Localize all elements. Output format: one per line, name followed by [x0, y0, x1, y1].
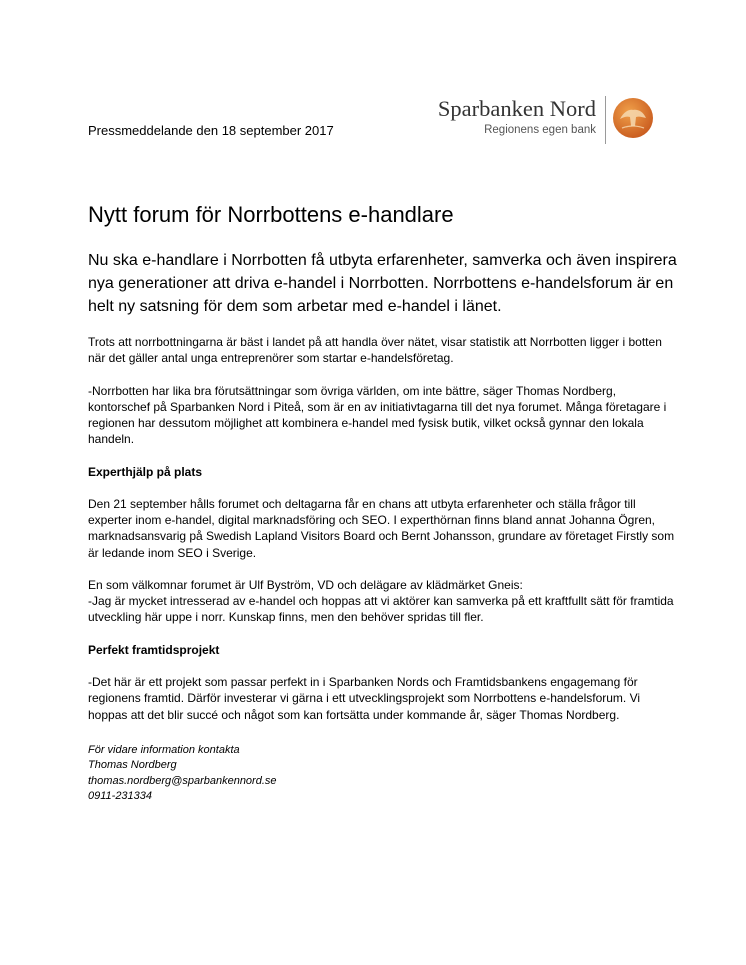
tree-emblem-icon — [612, 97, 654, 139]
contact-phone: 0911-231334 — [88, 790, 153, 803]
quote-text: -Jag är mycket intresserad av e-handel och hoppas att vi aktörer kan samverka på ett kraftfullt sätt för framtida utveckling här uppe i norr. Kunskap finns, men den behöver spridas till fler. — [88, 594, 674, 625]
contact-name: Thomas Nordberg — [88, 759, 177, 772]
section-heading: Perfekt framtidsprojekt — [88, 642, 220, 657]
body-paragraph-quote — [88, 577, 678, 626]
logo-name: Sparbanken Nord — [437, 96, 596, 121]
quote-intro: En som välkomnar forumet är Ulf Byström, VD och delägare av klädmärket Gneis: — [88, 577, 523, 592]
lead-paragraph: Nu ska e-handlare i Norrbotten få utbyta erfarenheter, samverka och även inspirera nya generationer att driva e-handel i Norrbotten. Norrbottens e-handelsforum är en helt ny satsning för dem som arbetar med e-handel i länet. — [88, 252, 677, 315]
article-body — [88, 334, 678, 805]
body-paragraph: -Norrbotten har lika bra förutsättningar som övriga världen, om inte bättre, säger Thomas Nordberg, kontorschef på Sparbanken Nord i Piteå, som är en av initiativtagarna till det nya forumet. Många företagare i regionen har dessutom möjlighet att kombinera e-handel med fysisk butik, vilket också gynnar den lokala handeln. — [88, 383, 667, 447]
press-release-date: Pressmeddelande den 18 september 2017 — [88, 123, 334, 138]
body-paragraph: Den 21 september hålls forumet och deltagarna får en chans att utbyta erfarenheter och ställa frågor till experter inom e-handel, digital marknadsföring och SEO. I experthörnan finns bland annat Johanna Ögren, marknadsansvarig på Swedish Lapland Visitors Board och Bernt Johansson, grundare av företaget Firstly som är ledande inom SEO i Sverige. — [88, 496, 675, 560]
contact-email: thomas.nordberg@sparbankennord.se — [88, 774, 277, 787]
sparbanken-nord-logo — [420, 94, 660, 150]
headline: Nytt forum för Norrbottens e-handlare — [88, 202, 454, 227]
contact-intro: För vidare information kontakta — [88, 743, 240, 756]
body-paragraph: -Det här är ett projekt som passar perfekt in i Sparbanken Nords och Framtidsbankens engagemang för regionens framtid. Därför investerar vi gärna i ett utvecklingsprojekt som Norrbottens e-handelsforum. Vi hoppas att det blir succé och något som kan fortsätta under kommande år, säger Thomas Nordberg. — [88, 675, 641, 722]
contact-block — [88, 743, 678, 805]
section-heading: Experthjälp på plats — [88, 464, 203, 479]
body-paragraph: Trots att norrbottningarna är bäst i landet på att handla över nätet, visar statistik att Norrbotten ligger i botten när det gäller antal unga entreprenörer som startar e-handelsföretag. — [88, 335, 662, 366]
logo-divider — [605, 96, 606, 144]
logo-tagline: Regionens egen bank — [484, 124, 596, 136]
